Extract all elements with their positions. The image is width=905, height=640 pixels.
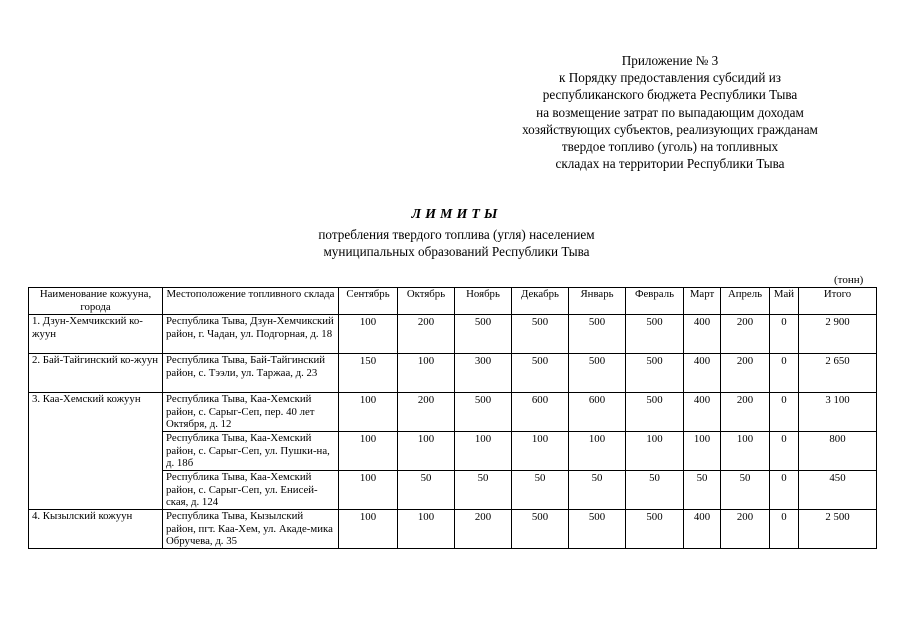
cell-value: 0 [770, 510, 799, 549]
cell-value: 600 [512, 393, 569, 432]
cell-total: 2 650 [799, 354, 877, 393]
cell-location: Республика Тыва, Бай-Тайгинский район, с. Тээли, ул. Таржаа, д. 23 [163, 354, 339, 393]
cell-value: 200 [721, 315, 770, 354]
table-row [29, 315, 877, 354]
cell-value: 100 [398, 432, 455, 471]
cell-value: 500 [626, 510, 684, 549]
cell-value: 400 [684, 510, 721, 549]
cell-value: 100 [398, 510, 455, 549]
cell-value: 400 [684, 393, 721, 432]
cell-value: 100 [339, 471, 398, 510]
cell-total: 800 [799, 432, 877, 471]
cell-value: 0 [770, 471, 799, 510]
cell-value: 200 [721, 510, 770, 549]
header-location: Местоположение топливного склада [163, 288, 339, 315]
cell-location: Республика Тыва, Дзун-Хемчикский район, г. Чадан, ул. Подгорная, д. 18 [163, 315, 339, 354]
header-month: Апрель [721, 288, 770, 315]
cell-value: 0 [770, 315, 799, 354]
cell-location: Республика Тыва, Каа-Хемский район, с. Сарыг-Сеп, ул. Пушки-на, д. 18б [163, 432, 339, 471]
cell-value: 50 [569, 471, 626, 510]
subtitle-line: потребления твердого топлива (угля) населением [318, 227, 595, 242]
cell-name: 4. Кызылский кожуун [29, 510, 163, 549]
table-row [29, 393, 877, 432]
cell-total: 2 500 [799, 510, 877, 549]
cell-value: 200 [398, 393, 455, 432]
header-month: Сентябрь [339, 288, 398, 315]
cell-total: 2 900 [799, 315, 877, 354]
cell-value: 500 [512, 354, 569, 393]
cell-location: Республика Тыва, Кызылский район, пгт. Каа-Хем, ул. Акаде-мика Обручева, д. 35 [163, 510, 339, 549]
appendix-line: к Порядку предоставления субсидий из [559, 70, 781, 86]
cell-value: 500 [569, 354, 626, 393]
cell-value: 500 [569, 315, 626, 354]
header-month: Март [684, 288, 721, 315]
cell-value: 400 [684, 354, 721, 393]
cell-value: 50 [398, 471, 455, 510]
header-month: Декабрь [512, 288, 569, 315]
cell-name: 1. Дзун-Хемчикский ко-жуун [29, 315, 163, 354]
cell-value: 500 [626, 315, 684, 354]
cell-location: Республика Тыва, Каа-Хемский район, с. Сарыг-Сеп, ул. Енисей-ская, д. 124 [163, 471, 339, 510]
cell-value: 0 [770, 432, 799, 471]
appendix-line: хозяйствующих субъектов, реализующих гражданам [522, 121, 818, 137]
document-subtitle [0, 226, 905, 260]
cell-value: 100 [626, 432, 684, 471]
appendix-line: складах на территории Республики Тыва [555, 156, 785, 172]
appendix-line: твердое топливо (уголь) на топливных [561, 139, 779, 155]
cell-value: 100 [398, 354, 455, 393]
table-row [29, 510, 877, 549]
cell-value: 500 [512, 510, 569, 549]
limits-table [28, 287, 877, 549]
cell-value: 500 [626, 393, 684, 432]
cell-total: 3 100 [799, 393, 877, 432]
appendix-line: республиканского бюджета Республики Тыва [542, 87, 798, 103]
cell-value: 0 [770, 354, 799, 393]
appendix-header [470, 52, 870, 172]
cell-value: 500 [455, 393, 512, 432]
cell-value: 400 [684, 315, 721, 354]
header-month: Октябрь [398, 288, 455, 315]
cell-location: Республика Тыва, Каа-Хемский район, с. Сарыг-Сеп, пер. 40 лет Октября, д. 12 [163, 393, 339, 432]
cell-value: 500 [569, 510, 626, 549]
cell-value: 100 [339, 393, 398, 432]
cell-value: 200 [721, 393, 770, 432]
header-month: Ноябрь [455, 288, 512, 315]
cell-value: 500 [512, 315, 569, 354]
cell-value: 300 [455, 354, 512, 393]
cell-value: 200 [455, 510, 512, 549]
cell-total: 450 [799, 471, 877, 510]
cell-value: 100 [684, 432, 721, 471]
table-header-row [29, 288, 877, 315]
cell-value: 100 [339, 432, 398, 471]
cell-name: 3. Каа-Хемский кожуун [29, 393, 163, 510]
cell-value: 50 [626, 471, 684, 510]
header-total: Итого [799, 288, 877, 315]
cell-value: 100 [339, 315, 398, 354]
cell-value: 100 [512, 432, 569, 471]
cell-value: 50 [721, 471, 770, 510]
header-name: Наименование кожууна, города [29, 288, 163, 315]
cell-value: 150 [339, 354, 398, 393]
cell-value: 200 [721, 354, 770, 393]
cell-value: 500 [455, 315, 512, 354]
appendix-line: Приложение № 3 [621, 53, 719, 68]
cell-value: 100 [339, 510, 398, 549]
cell-value: 100 [721, 432, 770, 471]
cell-value: 200 [398, 315, 455, 354]
header-month: Январь [569, 288, 626, 315]
document-title: ЛИМИТЫ [411, 207, 502, 222]
subtitle-line: муниципальных образований Республики Тыва [323, 244, 590, 259]
cell-value: 500 [626, 354, 684, 393]
unit-label: (тонн) [834, 274, 864, 286]
table-row [29, 354, 877, 393]
cell-value: 50 [684, 471, 721, 510]
cell-name: 2. Бай-Тайгинский ко-жуун [29, 354, 163, 393]
cell-value: 0 [770, 393, 799, 432]
cell-value: 50 [512, 471, 569, 510]
appendix-line: на возмещение затрат по выпадающим доходам [536, 104, 804, 120]
cell-value: 600 [569, 393, 626, 432]
cell-value: 50 [455, 471, 512, 510]
cell-value: 100 [569, 432, 626, 471]
cell-value: 100 [455, 432, 512, 471]
header-month: Май [770, 288, 799, 315]
header-month: Февраль [626, 288, 684, 315]
